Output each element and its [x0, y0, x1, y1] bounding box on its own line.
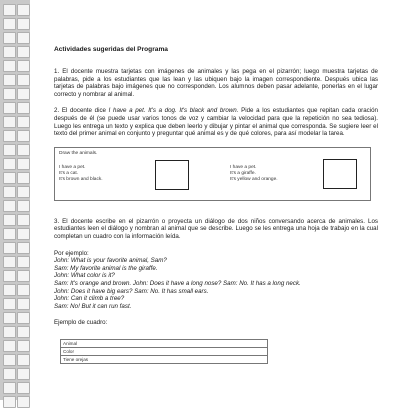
- table-row: [61, 355, 268, 363]
- binding-hole: [17, 200, 30, 212]
- binding-hole: [17, 18, 30, 30]
- binding-hole: [3, 298, 16, 310]
- binding-hole: [17, 270, 30, 282]
- binding-hole: [17, 74, 30, 86]
- binding-hole: [3, 102, 16, 114]
- worksheet-left-line: I have a pet.: [59, 164, 86, 170]
- binding-hole: [3, 284, 16, 296]
- binding-hole: [3, 326, 16, 338]
- binding-hole: [17, 172, 30, 184]
- dialog-line: John: What color is it?: [54, 272, 115, 280]
- binding-hole: [3, 340, 16, 352]
- dialog-line: Sam: It's orange and brown. John: Does it have a long nose? Sam: No. It has a long neck.: [54, 279, 301, 287]
- dialog-line: John: Can it climb a tree?: [54, 295, 125, 303]
- binding-hole: [17, 32, 30, 44]
- table-row: [61, 347, 268, 355]
- document-page: [30, 0, 400, 400]
- dialog-line: John: What is your favorite animal, Sam?: [54, 257, 167, 265]
- worksheet-example: [54, 147, 371, 201]
- binding-hole: [17, 88, 30, 100]
- activity-2-text: [54, 107, 378, 137]
- example-table: [60, 339, 268, 364]
- binding-hole: [3, 46, 16, 58]
- dialog-line: Sam: No! But it can run fast.: [54, 302, 132, 310]
- table-label: Ejemplo de cuadro:: [54, 319, 108, 327]
- activity-2-example: I have a pet. It's a dog. It's black and brown.: [108, 107, 239, 115]
- binding-hole: [17, 298, 30, 310]
- binding-hole: [3, 228, 16, 240]
- binding-hole: [17, 326, 30, 338]
- binding-hole: [17, 144, 30, 156]
- table-cell: Animal: [61, 339, 268, 347]
- binding-hole: [3, 60, 16, 72]
- worksheet-right-text: [230, 165, 278, 183]
- binding-hole: [3, 256, 16, 268]
- binding-hole: [3, 4, 16, 16]
- binding-hole: [17, 158, 30, 170]
- binding-hole: [17, 4, 30, 16]
- binding-hole: [3, 130, 16, 142]
- binding-hole: [3, 200, 16, 212]
- binding-hole: [3, 32, 16, 44]
- binding-hole: [17, 242, 30, 254]
- binding-hole: [3, 242, 16, 254]
- binding-hole: [3, 186, 16, 198]
- worksheet-left-line: It's brown and black.: [59, 176, 103, 182]
- binding-hole: [17, 354, 30, 366]
- binding-hole: [3, 270, 16, 282]
- binding-hole: [3, 172, 16, 184]
- worksheet-instruction: Draw the animals.: [59, 150, 98, 156]
- activity-2-body: Pide a los estudiantes que repitan cada oración después de él (se puede usar varios tonos de voz y cambiar la velocidad para que la repetición no sea tediosa). Luego les entrega un texto y explica que deben leerlo y dibujar y pintar el animal que corresponda. Se sugiere leer el texto del primer animal en conjunto y preguntar qué animal es y de qué colores, para así modelar la tarea.: [54, 107, 379, 138]
- binding-hole: [3, 396, 16, 408]
- binding-hole: [17, 102, 30, 114]
- worksheet-right-line: I have a pet.: [230, 164, 257, 170]
- binding-hole: [17, 186, 30, 198]
- document-content: [54, 46, 378, 364]
- binding-hole: [3, 116, 16, 128]
- binding-hole: [17, 214, 30, 226]
- activity-2-intro: 2. El docente dice: [54, 107, 109, 115]
- binding-hole: [17, 382, 30, 394]
- binding-hole: [17, 60, 30, 72]
- worksheet-right-line: It's yellow and orange.: [230, 176, 278, 182]
- binding-hole: [17, 46, 30, 58]
- binding-hole: [17, 396, 30, 408]
- binding-hole: [17, 256, 30, 268]
- binding-hole: [3, 354, 16, 366]
- spiral-binding: [0, 0, 30, 400]
- binding-hole: [3, 88, 16, 100]
- binding-hole: [17, 312, 30, 324]
- binding-hole: [3, 382, 16, 394]
- worksheet-left-line: It's a cat.: [59, 170, 79, 176]
- example-label: Por ejemplo:: [54, 249, 89, 257]
- table-row: [61, 339, 268, 347]
- binding-hole: [3, 368, 16, 380]
- drawing-frame-left: [155, 160, 189, 190]
- binding-hole: [17, 368, 30, 380]
- worksheet-right-line: It's a giraffe.: [230, 170, 256, 176]
- binding-hole: [17, 284, 30, 296]
- dialog-line: Sam: My favorite animal is the giraffe.: [54, 264, 158, 272]
- table-cell: Color: [61, 347, 268, 355]
- page-title: Actividades sugeridas del Programa: [54, 46, 168, 53]
- activity-3-text: 3. El docente escribe en el pizarrón o proyecta un diálogo de dos niños conversando acerca de animales. Los estudiantes leen el diálogo y nombran al animal que se describe. Luego se les entrega una hoja de trabajo en la cual completan un cuadro con la información leída.: [54, 217, 378, 240]
- activity-1-text: 1. El docente muestra tarjetas con imágenes de animales y las pega en el pizarrón; luego muestra tarjetas de palabras, pide a los estudiantes que las lean y las ubiquen bajo la imagen correspondiente. Después ubica las tarjetas de palabras bajo imágenes que no corresponden. Los alumnos deben pasar adelante, ponerlas en el lugar correcto y nombrar al animal.: [54, 68, 378, 98]
- binding-hole: [3, 312, 16, 324]
- binding-hole: [17, 130, 30, 142]
- binding-hole: [17, 228, 30, 240]
- worksheet-left-text: [59, 165, 103, 183]
- binding-hole: [17, 116, 30, 128]
- table-cell: Tiene orejas: [61, 355, 268, 363]
- binding-hole: [3, 158, 16, 170]
- binding-hole: [3, 144, 16, 156]
- binding-hole: [3, 18, 16, 30]
- binding-hole: [3, 74, 16, 86]
- binding-hole: [17, 340, 30, 352]
- dialog-line: John: Does it have big ears? Sam: No. It has small ears.: [54, 287, 209, 295]
- dialog-block: [54, 257, 378, 310]
- drawing-frame-right: [323, 159, 357, 189]
- binding-hole: [3, 214, 16, 226]
